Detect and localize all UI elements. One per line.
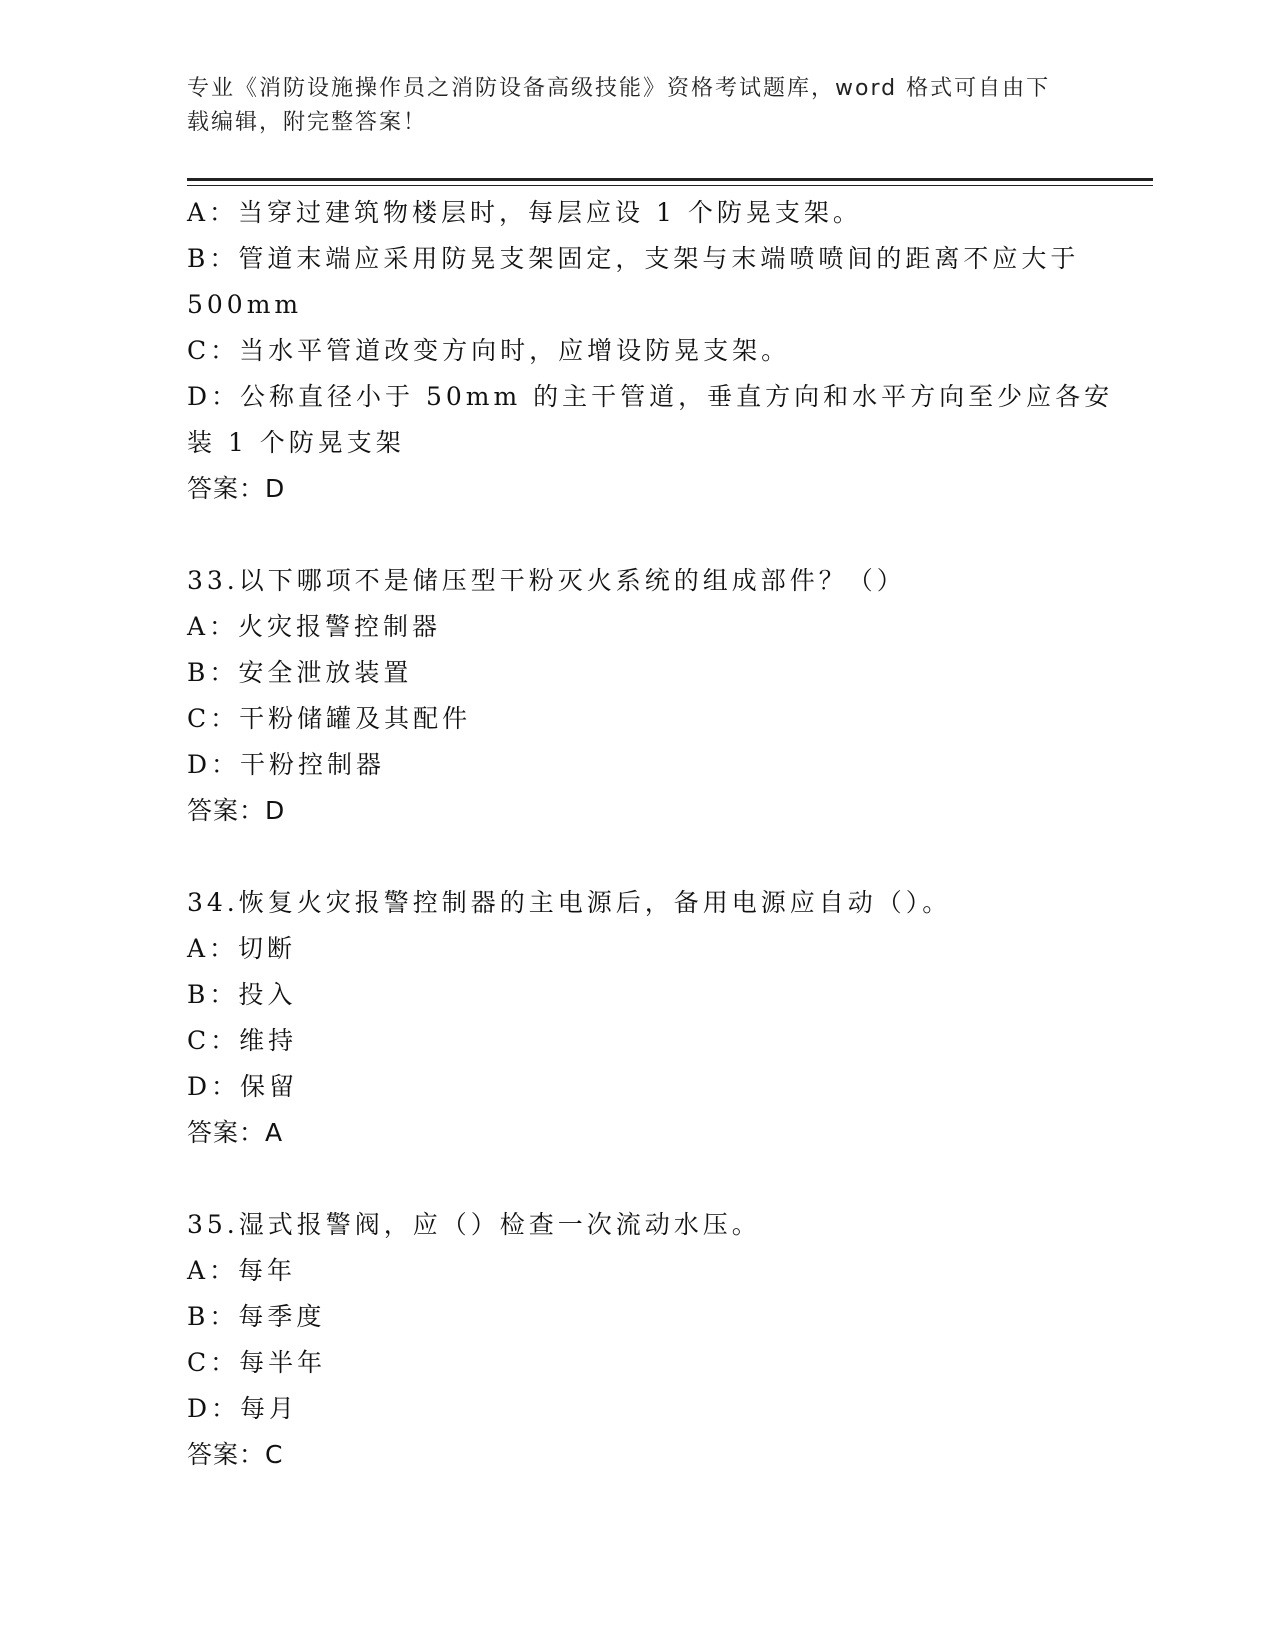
- question-stem: 33.以下哪项不是储压型干粉灭火系统的组成部件？（）: [187, 566, 906, 595]
- question-33: [187, 558, 1087, 834]
- option-b-wrap: 500mm: [187, 290, 303, 319]
- answer: 答案：D: [187, 474, 286, 503]
- spacer: [187, 1156, 1087, 1202]
- question-32-continuation: [187, 190, 1114, 512]
- option-c: C：维持: [187, 1026, 298, 1055]
- option-a: A：切断: [187, 934, 297, 963]
- option-c: C：干粉储罐及其配件: [187, 704, 472, 733]
- option-b: B：安全泄放装置: [187, 658, 413, 687]
- document-body: [187, 190, 1114, 1478]
- question-35: [187, 1202, 1087, 1478]
- option-a: A：当穿过建筑物楼层时，每层应设 1 个防晃支架。: [187, 198, 862, 227]
- header-line-1: 专业《消防设施操作员之消防设备高级技能》资格考试题库，word 格式可自由下: [187, 76, 1051, 101]
- option-c: C：每半年: [187, 1348, 327, 1377]
- option-a: A：火灾报警控制器: [187, 612, 442, 641]
- header-line-2: 载编辑，附完整答案！: [187, 110, 428, 135]
- answer: 答案：D: [187, 796, 286, 825]
- option-d: D：保留: [187, 1072, 299, 1101]
- option-c: C：当水平管道改变方向时，应增设防晃支架。: [187, 336, 791, 365]
- answer: 答案：C: [187, 1440, 284, 1469]
- option-b: B：管道末端应采用防晃支架固定，支架与末端喷喷间的距离不应大于: [187, 244, 1080, 273]
- question-stem: 35.湿式报警阀，应（）检查一次流动水压。: [187, 1210, 761, 1239]
- question-stem: 34.恢复火灾报警控制器的主电源后，备用电源应自动（）。: [187, 888, 952, 917]
- option-d: D：每月: [187, 1394, 299, 1423]
- header-rule-thin: [187, 185, 1153, 186]
- question-34: [187, 880, 1087, 1156]
- option-b: B：每季度: [187, 1302, 326, 1331]
- spacer: [187, 834, 1087, 880]
- header-rule-thick: [187, 178, 1153, 181]
- document-header: [187, 72, 1087, 140]
- option-d-wrap: 装 1 个防晃支架: [187, 428, 405, 457]
- option-d: D：干粉控制器: [187, 750, 386, 779]
- option-b: B：投入: [187, 980, 297, 1009]
- answer: 答案：A: [187, 1118, 284, 1147]
- option-d: D：公称直径小于 50mm 的主干管道，垂直方向和水平方向至少应各安: [187, 382, 1114, 411]
- option-a: A：每年: [187, 1256, 297, 1285]
- spacer: [187, 512, 1087, 558]
